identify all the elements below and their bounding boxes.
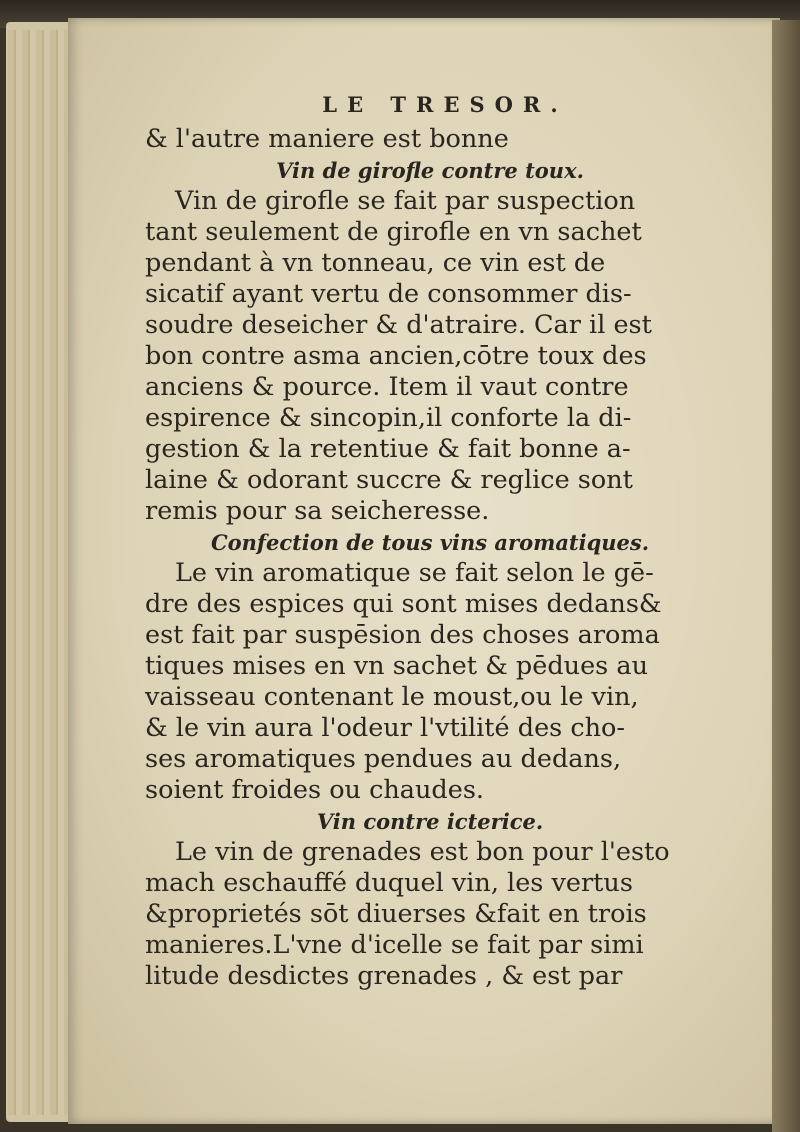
text-line: est fait par suspēsion des choses aroma <box>145 620 660 650</box>
text-line: espirence & sincopin,il conforte la di- <box>145 403 632 433</box>
text-line: Le vin aromatique se fait selon le gē- <box>175 558 654 588</box>
text-line: sicatif ayant vertu de consommer dis- <box>145 279 632 309</box>
text-line: manieres.L'vne d'icelle se fait par simi <box>145 930 644 960</box>
text-line: tant seulement de girofle en vn sachet <box>145 217 642 247</box>
text-line: ses aromatiques pendues au dedans, <box>145 744 622 774</box>
text-line: gestion & la retentiue & fait bonne a- <box>145 434 631 464</box>
page-text <box>145 92 715 992</box>
text-line: & le vin aura l'odeur l'vtilité des cho- <box>145 713 626 743</box>
text-line: Le vin de grenades est bon pour l'esto <box>175 837 670 867</box>
text-line: laine & odorant succre & reglice sont <box>145 465 633 495</box>
text-line: litude desdictes grenades , & est par <box>145 961 623 991</box>
text-line: &proprietés sōt diuerses &fait en trois <box>145 899 647 929</box>
section-title: Vin de girofle contre toux. <box>276 158 584 183</box>
text-line: bon contre asma ancien,cōtre toux des <box>145 341 647 371</box>
text-line: anciens & pource. Item il vaut contre <box>145 372 629 402</box>
text-line: soient froides ou chaudes. <box>145 775 485 805</box>
text-line: remis pour sa seicheresse. <box>145 496 490 526</box>
text-line: pendant à vn tonneau, ce vin est de <box>145 248 606 278</box>
running-head: LE TRESOR. <box>322 92 568 117</box>
text-line: vaisseau contenant le moust,ou le vin, <box>145 682 639 712</box>
page-edges <box>8 30 68 1115</box>
text-line: & l'autre maniere est bonne <box>145 124 509 154</box>
text-line: soudre deseicher & d'atraire. Car il est <box>145 310 652 340</box>
text-line: dre des espices qui sont mises dedans& <box>145 589 662 619</box>
text-line: Vin de girofle se fait par suspection <box>175 186 636 216</box>
section-title: Vin contre icterice. <box>316 809 544 834</box>
section-title: Confection de tous vins aromatiques. <box>210 530 650 555</box>
text-line: tiques mises en vn sachet & pēdues au <box>145 651 649 681</box>
binding-edge <box>772 20 800 1132</box>
text-line: mach eschauffé duquel vin, les vertus <box>145 868 633 898</box>
